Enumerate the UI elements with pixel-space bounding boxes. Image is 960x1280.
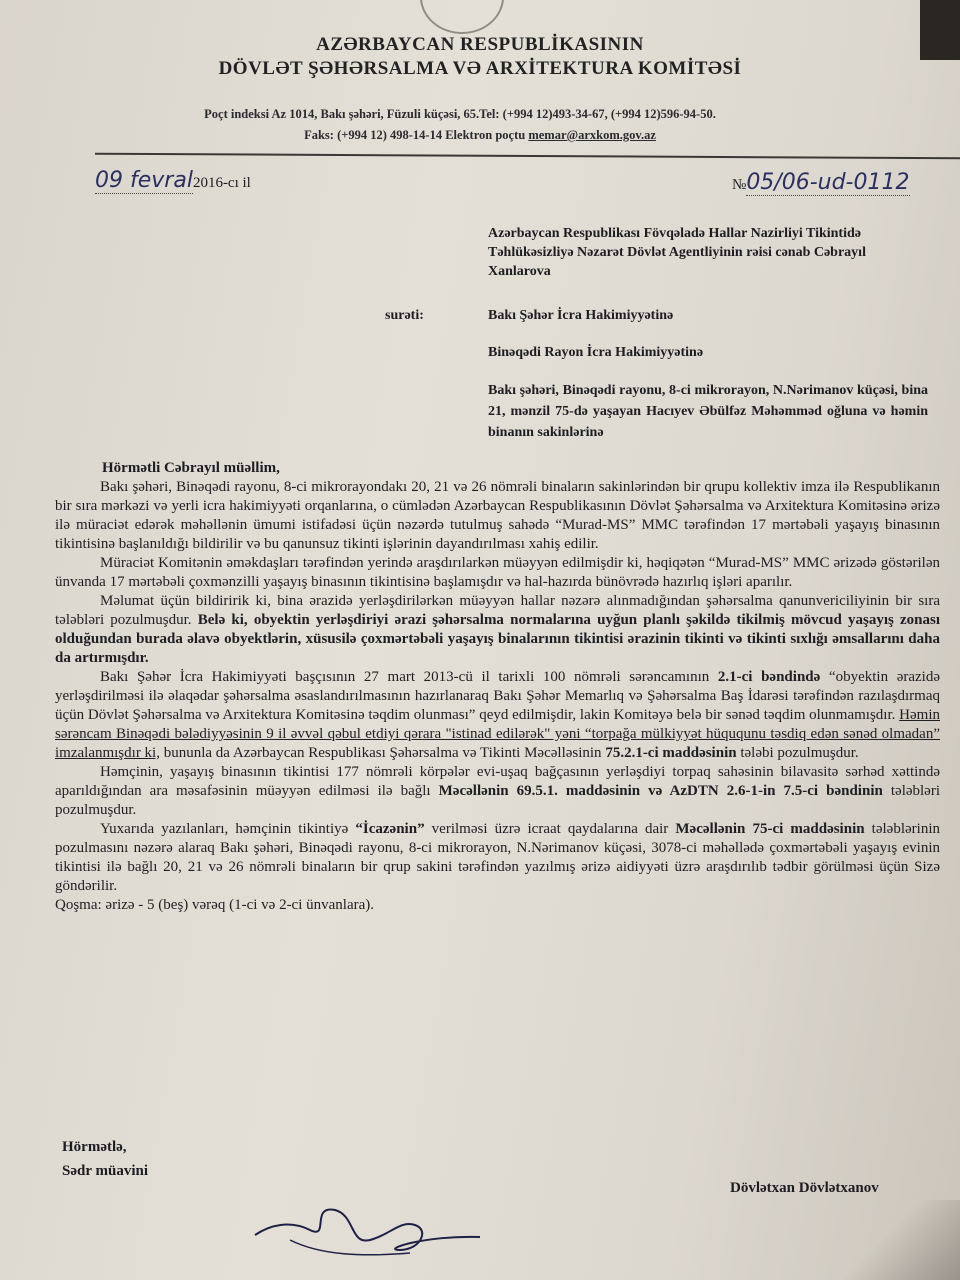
copy-recipient-1: Bakı Şəhər İcra Hakimiyyətinə xyxy=(488,308,674,323)
org-name-line2: DÖVLƏT ŞƏHƏRSALMA VƏ ARXİTEKTURA KOMİTƏSİ xyxy=(218,58,742,79)
header-divider xyxy=(95,153,960,160)
p6-part-a: Yuxarıda yazılanları, həmçinin tikintiyə xyxy=(100,821,356,837)
p3-part-b: Belə ki, obyektin yerləşdiriyi ərazi şəhərsalma normalarına uyğun planlı şəkildə tikilmiş mövcud yaşayış zonası olduğundan burada əlavə obyektlərin, xüsusilə çoxmərtəbəli yaşayış binalarının tikintisi ərazinin tikinti və tikinti sıxlığı əmsallarını daha da artırmışdır. xyxy=(55,612,941,666)
p6-part-d: Məcəllənin 75-ci maddəsinin xyxy=(675,821,865,837)
closing-regards: Hörmətlə, xyxy=(62,1139,127,1155)
signature-icon xyxy=(250,1195,490,1265)
copy-recipient-3: Bakı şəhəri, Binəqədi rayonu, 8-ci mikrorayon, N.Nərimanov küçəsi, bina 21, mənzil 75-də yaşayan Hacıyev Əbülfəz Məhəmməd oğluna və həmin binanın sakinlərinə xyxy=(488,383,928,440)
paragraph-1: Bakı şəhəri, Binəqədi rayonu, 8-ci mikrorayondakı 20, 21 və 26 nömrəli binaların sakinlərindən bir qrupu kollektiv imza ilə Respublikanın bir sıra mərkəzi və yerli icra hakimiyyəti orqanlarına, o cümlədən Azərbaycan Respublikasının Dövlət Şəhərsalma və Arxitektura Komitəsinə ərizə ilə müraciət edərək məhəllənin ümumi istifadəsi üçün nəzərdə tutulmuş sahədə “Murad-MS” MMC tərəfindən 17 mərtəbəli yaşayış binasının tikintisinə başlanıldığı bildirilir və bu qanunsuz tikinti işlərinin dayandırılması xahiş edilir. xyxy=(55,479,940,552)
p4-part-f: 75.2.1-ci maddəsinin xyxy=(605,745,737,761)
signer-name: Dövlətxan Dövlətxanov xyxy=(730,1180,879,1196)
contact-address: Poçt indeksi Az 1014, Bakı şəhəri, Füzuli küçəsi, 65.Tel: (+994 12)493-34-67, (+994 12)596-94-50. xyxy=(204,107,716,121)
paragraph-2: Müraciət Komitənin əməkdaşları tərəfindən yerində araşdırılarkən müəyyən edilmişdir ki, həqiqətən “Murad-MS” MMC ərizədə göstərilən ünvanda 17 mərtəbəli çoxmənzilli yaşayış binasının tikintisinə başlamışdır və hal-hazırda bünövrədə hazırlıq işləri aparılır. xyxy=(55,555,940,590)
p5-part-a: Həmçinin, yaşayış binasının tikintisi 177 nömrəli körpələr evi-uşaq bağçasının yerləşdiyi torpaq sahəsinin bilavasitə sərhəd xəttində aparıldığından ara məsafəsinin müəyyən edilməsi ilə bağlı xyxy=(55,764,940,799)
signer-title: Sədr müavini xyxy=(62,1163,148,1179)
p5-part-b: Məcəllənin 69.5.1. maddəsinin və AzDTN 2.6-1-in 7.5-ci bəndinin xyxy=(438,783,883,799)
p4-part-a: Bakı Şəhər İcra Hakimiyyəti başçısının 27 mart 2013-cü il tarixli 100 nömrəli sərəncamının xyxy=(100,669,718,685)
p3-part-a: Məlumat üçün bildiririk ki, bina ərazidə yerləşdirilərkən müəyyən hallar nəzərə alınmadığından şəhərsalma qanunvericiliyinin bir sıra tələbləri pozulmuşdur. xyxy=(55,593,940,628)
letter-date xyxy=(95,168,251,194)
p5-part-c: tələbləri pozulmuşdur. xyxy=(55,783,941,818)
p4-part-d: Həmin sərəncam Binəqədi bələdiyyəsinin 9 il əvvəl qəbul etdiyi qərara "istinad edilərək" yəni “torpağa mülkiyyət hüququnu təsdiq edən sənəd olmadan” imzalanmışdır ki, xyxy=(55,707,940,761)
paragraph-5 xyxy=(55,763,940,820)
email-link[interactable]: memar@arxkom.gov.az xyxy=(528,128,656,142)
letter-body xyxy=(55,478,940,915)
p4-part-b: 2.1-ci bəndində xyxy=(717,669,821,685)
fax-text: Faks: (+994 12) 498-14-14 Elektron poçtu xyxy=(304,128,529,142)
handwritten-number: 05/06-ud-0112 xyxy=(746,170,910,195)
salutation: Hörmətli Cəbrayıl müəllim, xyxy=(102,460,280,476)
date-year: 2016-cı il xyxy=(192,175,251,191)
handwritten-date: 09 fevral xyxy=(95,168,193,193)
attachment-note: Qoşma: ərizə - 5 (beş) vərəq (1-ci və 2-ci ünvanlara). xyxy=(55,897,375,913)
shadow-overlay xyxy=(840,1200,960,1280)
p6-part-c: verilməsi üzrə icraat qaydalarına dair xyxy=(424,821,676,837)
p4-part-e: bununla da Azərbaycan Respublikası Şəhərsalma və Tikinti Məcəlləsinin xyxy=(159,745,606,761)
paragraph-3 xyxy=(55,592,940,668)
state-emblem-icon xyxy=(420,0,504,34)
addressee-block: Azərbaycan Respublikası Fövqəladə Hallar Nazirliyi Tikintidə Təhlükəsizliyə Nəzarət Dövlət Agentliyinin rəisi cənab Cəbrayıl Xanlarova xyxy=(488,226,866,279)
contact-fax-email xyxy=(0,128,960,143)
letter-number xyxy=(732,170,910,196)
p4-part-g: tələbi pozulmuşdur. xyxy=(736,745,859,761)
p6-part-e: tələblərinin pozulmasını nəzərə alaraq Bakı şəhəri, Binəqədi rayonu, 8-ci mikrorayon, N.Nərimanov küçəsi, 3078-ci məhəllədə çoxmərtəbəli yaşayış evinin tikintisi ilə bağlı 20, 21 və 26 nömrəli binaların bir qrup sakini tərəfindən yazılmış ərizə aidiyyəti üzrə araşdırılıb tədbir görülməsi üçün Sizə göndərilir. xyxy=(55,821,940,894)
p6-part-b: “İcazənin” xyxy=(355,821,425,837)
paragraph-6 xyxy=(55,820,940,896)
copy-label: surəti: xyxy=(385,308,424,323)
closing-block xyxy=(62,1135,148,1183)
number-sign: № xyxy=(732,177,747,193)
paragraph-4 xyxy=(55,668,940,763)
copy-recipient-2: Binəqədi Rayon İcra Hakimiyyətinə xyxy=(488,345,704,360)
org-name-line1: AZƏRBAYCAN RESPUBLİKASININ xyxy=(316,34,644,55)
p4-part-c: “obyektin ərazidə yerləşdirilməsi ilə əlaqədar şəhərsalma əsaslandırılmasının hazırlanaraq Bakı Şəhər Memarlıq və Şəhərsalma Baş İdarəsi tərəfindən razılaşdırmaq üçün Dövlət Şəhərsalma və Arxitektura Komitəsinə təqdim olunması” qeyd edilmişdir, lakin Komitəyə belə bir sənəd təqdim olunmamışdır. xyxy=(55,669,941,723)
